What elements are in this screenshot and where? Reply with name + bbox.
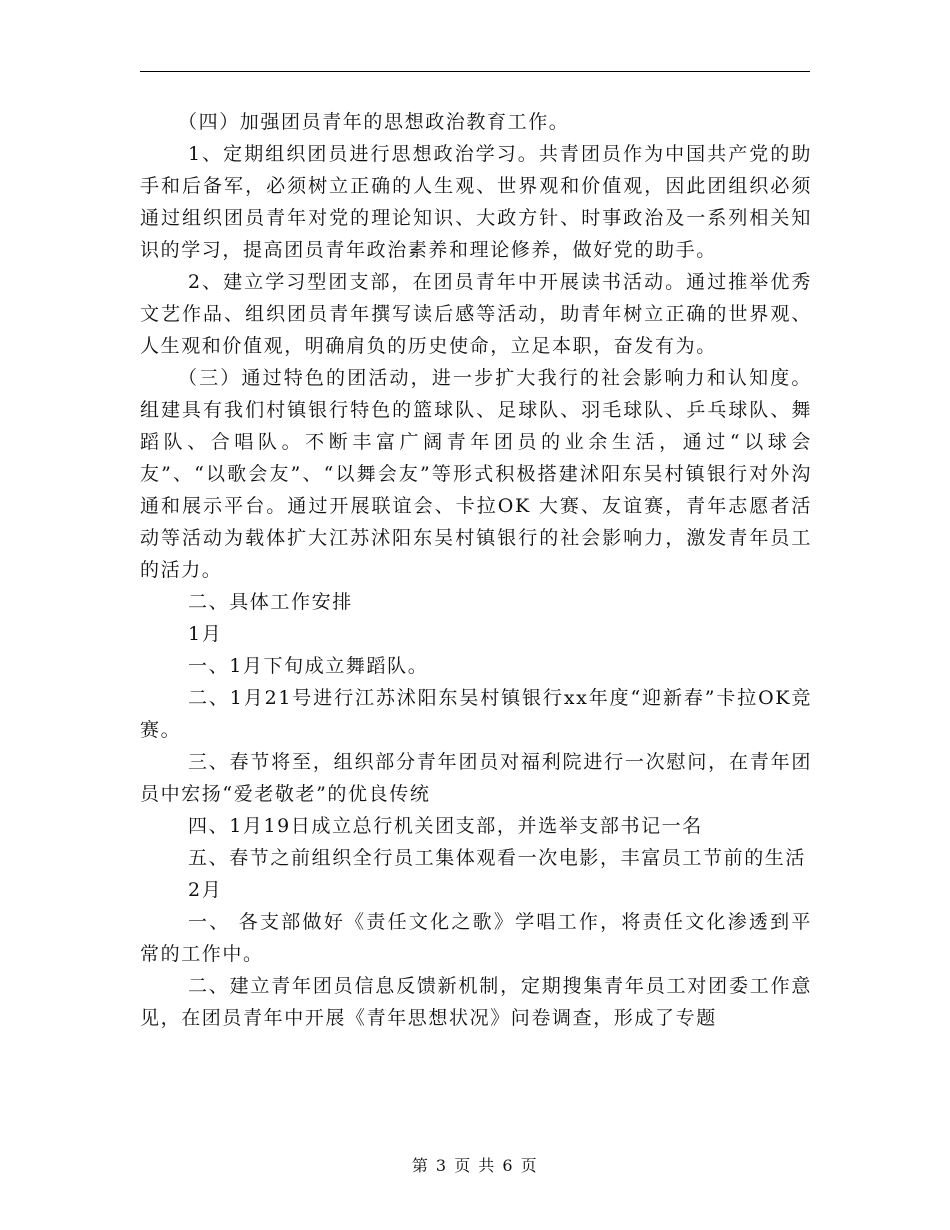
paragraph-political-study: 1、定期组织团员进行思想政治学习。共青团员作为中国共产党的助手和后备军，必须树立正确的人生观、世界观和价值观，因此团组织必须通过组织团员青年对党的理论知识、大政方针、时事政治及一系列相关知识的学习，提高团员青年政治素养和理论修养，做好党的助手。 [140, 143, 812, 261]
section-heading-four: （四）加强团员青年的思想政治教育工作。 [178, 111, 570, 133]
paragraph-learning-branch: 2、建立学习型团支部，在团员青年中开展读书活动。通过推举优秀文艺作品、组织团员青年撰写读后感等活动，助青年树立正确的世界观、人生观和价值观，明确肩负的历史使命，立足本职，奋发有为。 [140, 271, 812, 357]
list-item-jan-1: 一、1月下旬成立舞蹈队。 [188, 655, 429, 677]
list-item-jan-5: 五、春节之前组织全行员工集体观看一次电影，丰富员工节前的生活 [188, 847, 807, 869]
list-item-jan-3: 三、春节将至，组织部分青年团员对福利院进行一次慰问，在青年团员中宏扬“爱老敬老”的优良传统 [140, 751, 812, 805]
section-heading-arrangement: 二、具体工作安排 [188, 591, 353, 613]
paragraph-section-three: （三）通过特色的团活动，进一步扩大我行的社会影响力和认知度。组建具有我们村镇银行特色的篮球队、足球队、羽毛球队、乒乓球队、舞蹈队、合唱队。不断丰富广阔青年团员的业余生活，通过“以球会友”、“以歌会友”、“以舞会友”等形式积极搭建沭阳东吴村镇银行对外沟通和展示平台。通过开展联谊会、卡拉OK 大赛、友谊赛，青年志愿者活动等活动为载体扩大江苏沭阳东吴村镇银行的社会影响力，激发青年员工的活力。 [140, 367, 812, 581]
list-item-jan-2: 二、1月21号进行江苏沭阳东吴村镇银行xx年度“迎新春”卡拉OK竞赛。 [140, 687, 812, 741]
list-item-jan-4: 四、1月19日成立总行机关团支部，并选举支部书记一名 [188, 815, 703, 837]
document-body [140, 106, 812, 1034]
list-item-feb-1: 一、 各支部做好《责任文化之歌》学唱工作，将责任文化渗透到平常的工作中。 [140, 911, 812, 965]
month-heading-february: 2月 [188, 879, 223, 901]
header-rule [140, 71, 810, 72]
page-number-footer: 第 3 页 共 6 页 [411, 1156, 539, 1175]
month-heading-january: 1月 [188, 623, 223, 645]
list-item-feb-2: 二、建立青年团员信息反馈新机制，定期搜集青年员工对团委工作意见，在团员青年中开展《青年思想状况》问卷调查，形成了专题 [140, 975, 812, 1029]
